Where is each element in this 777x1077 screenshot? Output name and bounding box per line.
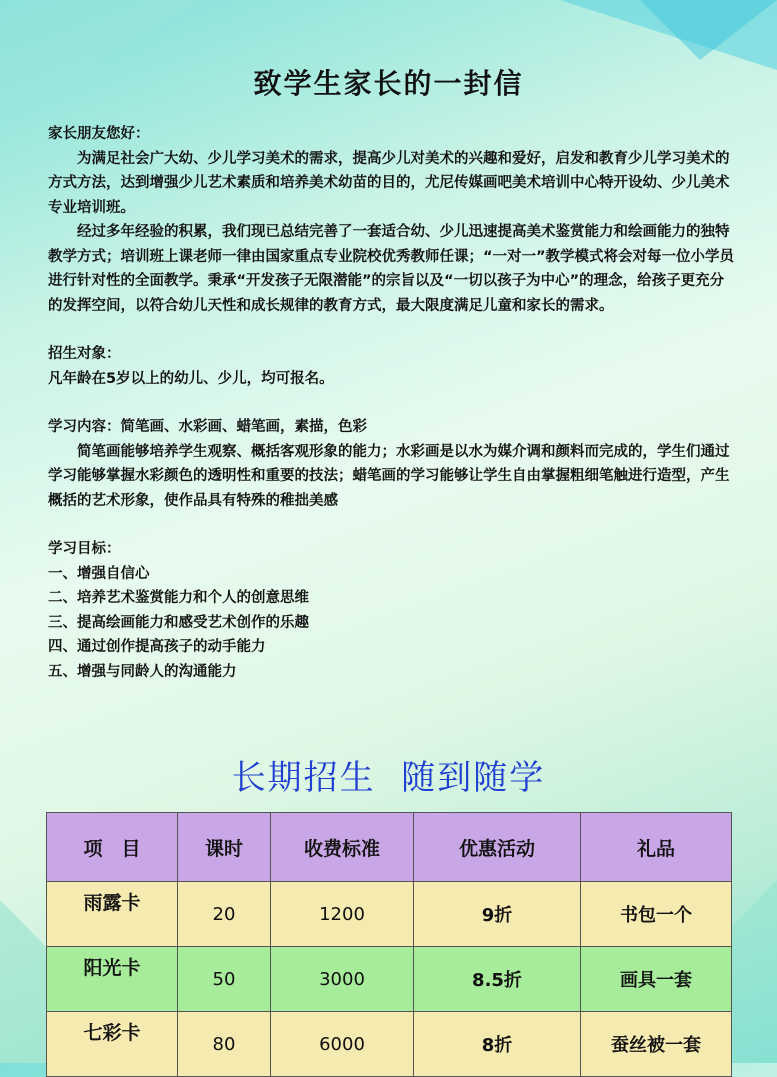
header-item: 项 目 (47, 813, 178, 882)
card-hours: 20 (178, 882, 271, 947)
target-text: 凡年龄在5岁以上的幼儿、少儿，均可报名。 (48, 370, 334, 387)
header-discount: 优惠活动 (414, 813, 581, 882)
table-row (47, 947, 732, 1012)
slogan: 长期招生 随到随学 (231, 758, 546, 798)
fee-table (46, 812, 732, 1077)
goal-item: 一、增强自信心 (48, 565, 150, 582)
greeting: 家长朋友您好： (48, 126, 150, 142)
card-discount: 8.5折 (414, 947, 581, 1012)
letter-body (48, 122, 738, 684)
card-discount: 8折 (414, 1012, 581, 1077)
goal-item: 三、提高绘画能力和感受艺术创作的乐趣 (48, 614, 309, 631)
card-fee: 3000 (271, 947, 414, 1012)
goal-item: 四、通过创作提高孩子的动手能力 (48, 639, 266, 655)
header-fee: 收费标准 (271, 813, 414, 882)
card-fee: 6000 (271, 1012, 414, 1077)
card-hours: 80 (178, 1012, 271, 1077)
header-hours: 课时 (178, 813, 271, 882)
content-text: 简笔画能够培养学生观察、概括客观形象的能力；水彩画是以水为媒介调和颜料而完成的，学生们通过学习能够掌握水彩颜色的透明性和重要的技法；蜡笔画的学习能够让学生自由掌握粗细笔触进行造型，产生概括的艺术形象，使作品具有特殊的稚拙美感 (48, 443, 730, 509)
table-row (47, 882, 732, 947)
table-row (47, 1012, 732, 1077)
card-gift: 蚕丝被一套 (581, 1012, 732, 1077)
table-header-row (47, 813, 732, 882)
card-discount: 9折 (414, 882, 581, 947)
goal-item: 二、培养艺术鉴赏能力和个人的创意思维 (48, 590, 309, 606)
header-gift: 礼品 (581, 813, 732, 882)
goal-item: 五、增强与同龄人的沟通能力 (48, 663, 237, 680)
page-title: 致学生家长的一封信 (253, 67, 524, 100)
target-heading: 招生对象： (48, 346, 121, 362)
card-name: 阳光卡 (47, 947, 178, 1012)
card-name: 七彩卡 (47, 1012, 178, 1077)
goals-heading: 学习目标： (48, 541, 121, 557)
card-hours: 50 (178, 947, 271, 1012)
card-gift: 画具一套 (581, 947, 732, 1012)
paragraph-method: 经过多年经验的积累，我们现已总结完善了一套适合幼、少儿迅速提高美术鉴赏能力和绘画能力的独特教学方式；培训班上课老师一律由国家重点专业院校优秀教师任课；“一对一”教学模式将会对每一位小学员进行针对性的全面教学。秉承“开发孩子无限潜能”的宗旨以及“一切以孩子为中心”的理念，给孩子更充分的发挥空间，以符合幼儿天性和成长规律的教育方式，最大限度满足儿童和家长的需求。 (48, 224, 735, 314)
card-name: 雨露卡 (47, 882, 178, 947)
paragraph-intro: 为满足社会广大幼、少儿学习美术的需求，提高少儿对美术的兴趣和爱好，启发和教育少儿学习美术的方式方法，达到增强少儿艺术素质和培养美术幼苗的目的，尤尼传媒画吧美术培训中心特开设幼、少儿美术专业培训班。 (48, 150, 730, 216)
card-fee: 1200 (271, 882, 414, 947)
content-heading: 学习内容：简笔画、水彩画、蜡笔画，素描，色彩 (48, 419, 367, 435)
card-gift: 书包一个 (581, 882, 732, 947)
